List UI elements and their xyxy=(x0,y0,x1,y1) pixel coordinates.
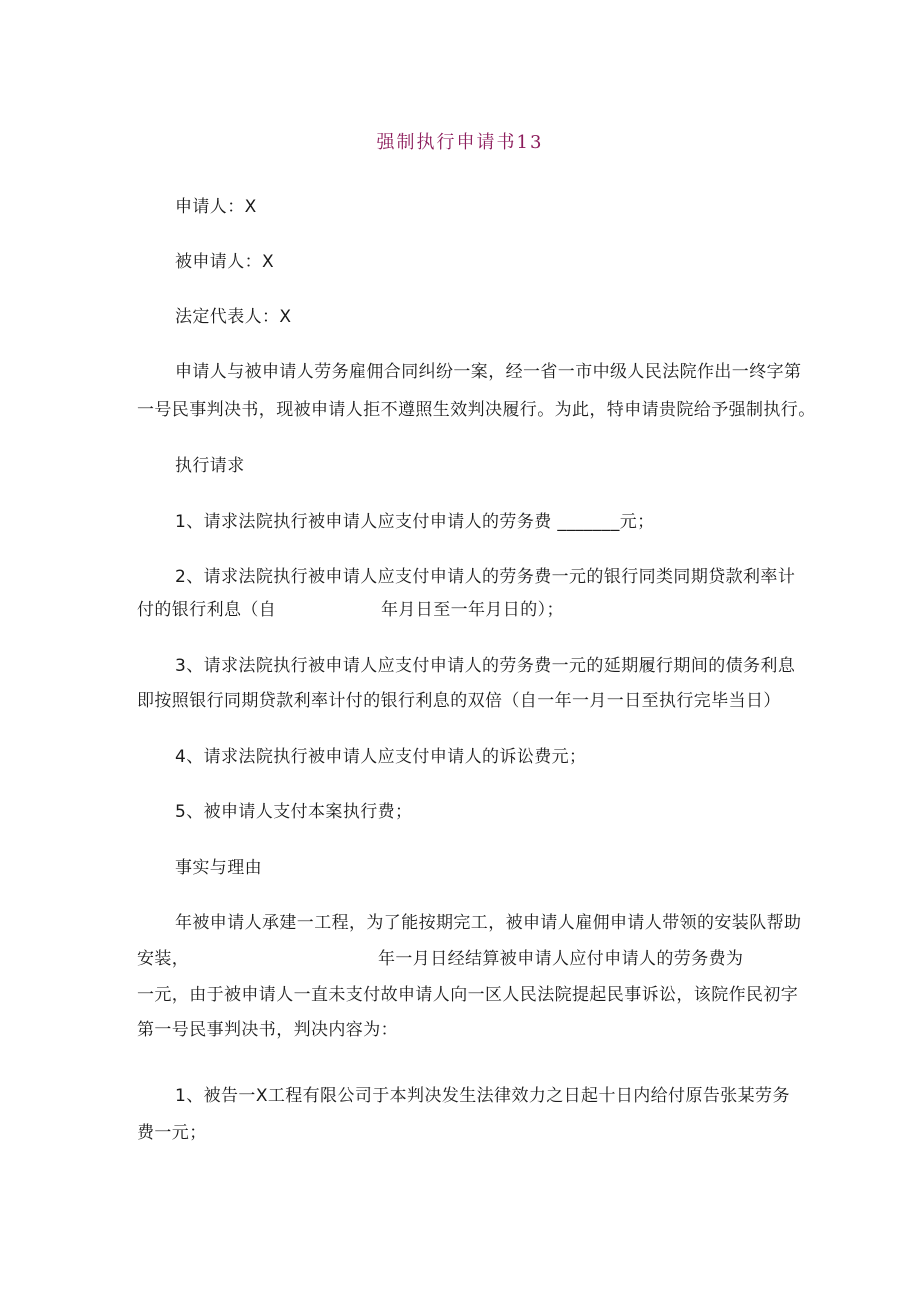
requests-heading: 执行请求 xyxy=(175,456,245,476)
facts-heading: 事实与理由 xyxy=(175,858,262,878)
applicant-line: 申请人：X xyxy=(175,197,257,217)
request-item-3-line-2: 即按照银行同期贷款利率计付的银行利息的双倍（自一年一月一日至执行完毕当日） xyxy=(137,691,781,711)
request-item-3-line-1: 3、请求法院执行被申请人应支付申请人的劳务费一元的延期履行期间的债务利息 xyxy=(175,656,796,676)
facts-paragraph-line-2a: 安装， xyxy=(137,949,190,969)
facts-paragraph-line-4: 第一号民事判决书，判决内容为： xyxy=(137,1020,398,1040)
request-item-1: 1、请求法院执行被申请人应支付申请人的劳务费 _______元； xyxy=(175,512,655,532)
request-item-2-line-1: 2、请求法院执行被申请人应支付申请人的劳务费一元的银行同类同期贷款利率计 xyxy=(175,567,796,587)
facts-paragraph-line-3: 一元，由于被申请人一直未支付故申请人向一区人民法院提起民事诉讼，该院作民初字 xyxy=(137,985,799,1005)
document-title: 强制执行申请书13 xyxy=(376,132,544,153)
facts-paragraph-line-2b: 年一月日经结算被申请人应付申请人的劳务费为 xyxy=(378,949,744,969)
request-item-5: 5、被申请人支付本案执行费； xyxy=(175,802,413,822)
facts-paragraph-line-1: 年被申请人承建一工程，为了能按期完工，被申请人雇佣申请人带领的安装队帮助 xyxy=(175,913,802,933)
intro-paragraph-line-2: 一号民事判决书，现被申请人拒不遵照生效判决履行。为此，特申请贵院给予强制执行。 xyxy=(137,400,816,420)
judgment-item-1-line-2: 费一元； xyxy=(137,1123,207,1143)
request-item-2-line-2b: 年月日至一年月日的）； xyxy=(381,600,564,620)
intro-paragraph-line-1: 申请人与被申请人劳务雇佣合同纠纷一案，经一省一市中级人民法院作出一终字第 xyxy=(175,362,802,382)
request-item-4: 4、请求法院执行被申请人应支付申请人的诉讼费元； xyxy=(175,747,587,767)
respondent-line: 被申请人：X xyxy=(175,252,275,272)
judgment-item-1-line-1: 1、被告一X工程有限公司于本判决发生法律效力之日起十日内给付原告张某劳务 xyxy=(175,1086,790,1106)
legal-rep-line: 法定代表人：X xyxy=(175,307,292,327)
request-item-2-line-2a: 付的银行利息（自 xyxy=(137,600,277,620)
